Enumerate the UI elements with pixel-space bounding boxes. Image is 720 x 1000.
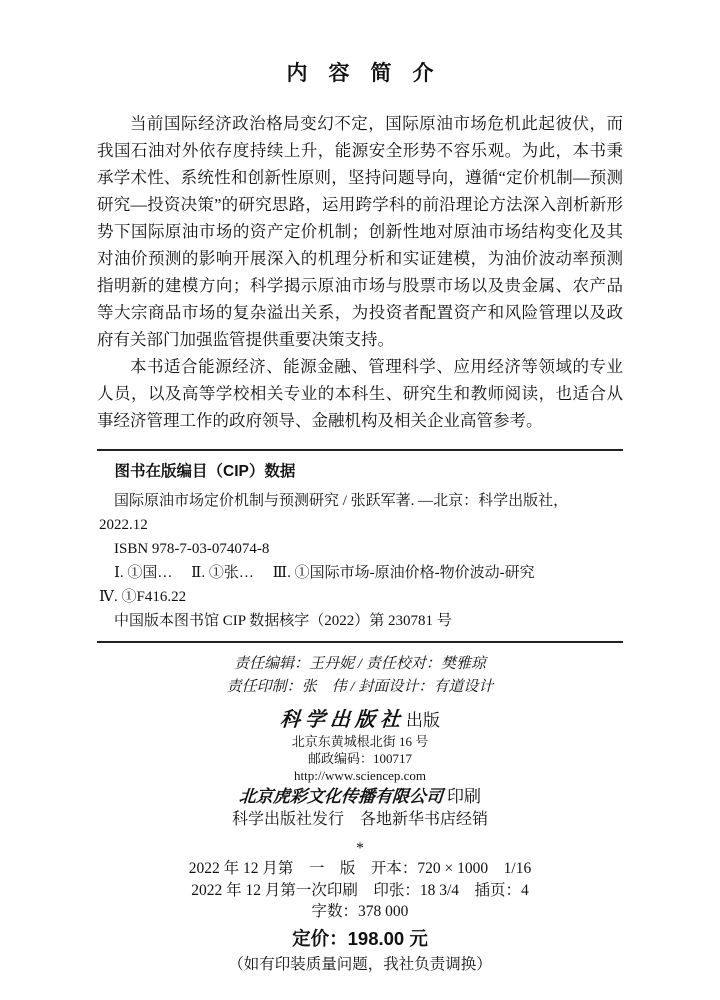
- cip-registry-number: 中国版本图书馆 CIP 数据核字（2022）第 230781 号: [114, 613, 452, 629]
- staff-credits: [97, 653, 623, 699]
- cip-classification-continuation: Ⅳ. ①F416.22: [99, 589, 187, 605]
- distribution-line: 科学出版社发行 各地新华书店经销: [231, 811, 488, 828]
- summary-paragraph-1: 当前国际经济政治格局变幻不定，国际原油市场危机此起彼伏，而我国石油对外依存度持续上升，能源安全形势不容乐观。为此，本书秉承学术性、系统性和创新性原则，坚持问题导向，遵循“定价机制—预测研究—投资决策”的研究思路，运用跨学科的前沿理论方法深入剖析新形势下国际原油市场的资产定价机制；创新性地对原油市场结构变化及其对油价预测的影响开展深入的机理分析和实证建模，为油价波动率预测指明新的建模方向；科学揭示原油市场与股票市场以及贵金属、农产品等大宗商品市场的复杂溢出关系，为投资者配置资产和风险管理以及政府有关部门加强监管提供重要决策支持。: [97, 114, 623, 349]
- cip-title-line: 国际原油市场定价机制与预测研究 / 张跃军著. —北京：科学出版社，: [114, 493, 569, 509]
- edition-line: 2022 年 12 月第 一 版 开本：720 × 1000 1/16: [188, 860, 532, 877]
- publisher-line: [97, 708, 623, 733]
- word-count-line: 字数：378 000: [311, 903, 409, 920]
- print-run-info: [97, 840, 623, 977]
- quality-notice: （如有印装质量问题，我社负责调换）: [228, 955, 492, 973]
- printer-logotype: 北京虎彩文化传播有限公司: [238, 787, 444, 806]
- printer-line: [97, 785, 623, 808]
- separator-asterisk: *: [356, 840, 364, 857]
- credits-editors-line: 责任编辑：王丹妮 / 责任校对：樊雅琼: [234, 656, 486, 672]
- credits-printing-design-line: 责任印制：张 伟 / 封面设计：有道设计: [226, 679, 494, 695]
- printer-suffix: 印刷: [447, 787, 481, 806]
- publisher-website: http://www.sciencep.com: [293, 768, 426, 783]
- publisher-logotype: 科 学 出 版 社: [279, 709, 401, 731]
- cip-data-box: [97, 449, 623, 643]
- printing-line: 2022 年 12 月第一次印刷 印张：18 3/4 插页：4: [191, 881, 529, 899]
- publish-suffix: 出版: [406, 711, 440, 730]
- publisher-imprint: [97, 708, 623, 831]
- cip-header: 图书在版编目（CIP）数据: [114, 463, 296, 480]
- content-summary: [97, 110, 623, 434]
- cip-title-continuation: 2022.12: [99, 517, 148, 533]
- summary-paragraph-2: 本书适合能源经济、能源金融、管理科学、应用经济等领域的专业人员，以及高等学校相关专业的本科生、研究生和教师阅读，也适合从事经济管理工作的政府领导、金融机构及相关企业高管参考。: [97, 357, 623, 430]
- cip-classification-line: Ⅰ. ①国… Ⅱ. ①张… Ⅲ. ①国际市场-原油价格-物价波动-研究: [114, 565, 535, 581]
- publisher-postcode: 邮政编码：100717: [307, 751, 412, 766]
- price-line: 定价：198.00 元: [292, 927, 428, 949]
- publisher-address: 北京东黄城根北街 16 号: [291, 734, 429, 749]
- page-title: 内 容 简 介: [286, 62, 434, 85]
- cip-isbn: ISBN 978-7-03-074074-8: [114, 541, 270, 557]
